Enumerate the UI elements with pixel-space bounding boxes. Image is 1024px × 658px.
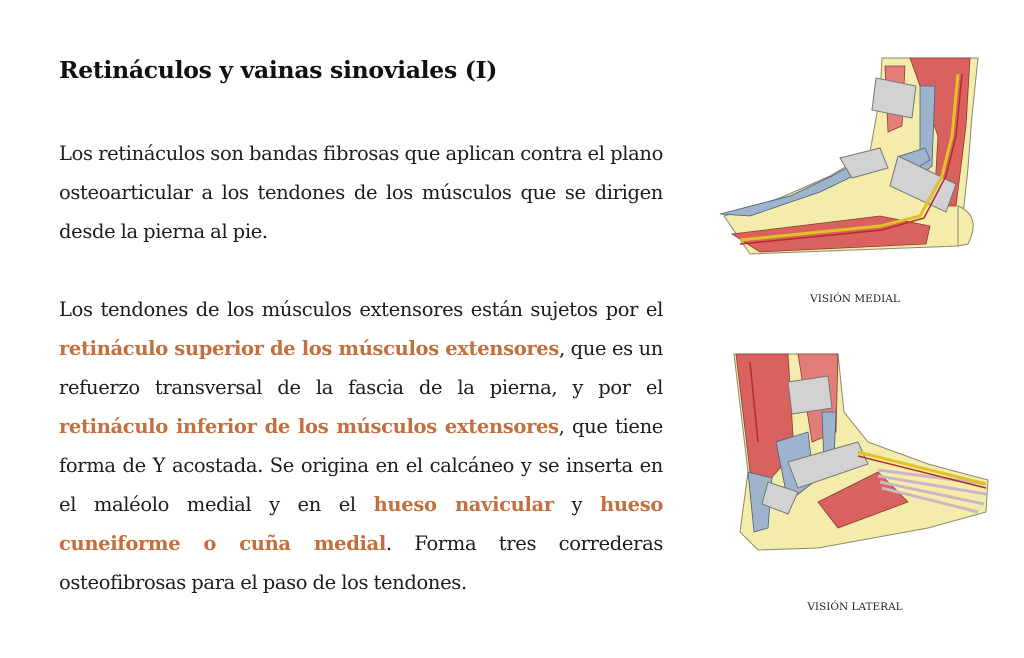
link-superior-extensor-retinaculum[interactable]: retináculo superior de los músculos extensores — [59, 337, 559, 360]
paragraph-text: . Forma tres correderas osteofibrosas para el paso de los tendones. — [59, 532, 663, 594]
medial-view-caption: VISIÓN MEDIAL — [810, 293, 900, 305]
lateral-view-caption: VISIÓN LATERAL — [807, 601, 903, 613]
link-medial-cuneiform[interactable]: hueso cuneiforme o cuña medial — [59, 493, 663, 555]
paragraph-text: , que es un refuerzo transversal de la fascia de la pierna, y por el — [59, 337, 663, 399]
link-inferior-extensor-retinaculum[interactable]: retináculo inferior de los músculos extensores — [59, 415, 559, 438]
lateral-view-illustration — [728, 352, 990, 552]
link-navicular-bone[interactable]: hueso navicular — [373, 493, 554, 516]
paragraph-text: y — [553, 493, 600, 516]
paragraph-text: , que tiene forma de Y acostada. Se origina en el calcáneo y se inserta en el maléolo medial y en el — [59, 415, 663, 516]
intro-paragraph: Los retináculos son bandas fibrosas que aplican contra el plano osteoarticular a los tendones de los músculos que se dirigen desde la pierna al pie. — [59, 142, 663, 243]
paragraph-text: Los tendones de los músculos extensores están sujetos por el — [59, 298, 663, 321]
medial-view-illustration — [720, 56, 990, 256]
extensor-paragraph — [59, 290, 663, 602]
page-title: Retináculos y vainas sinoviales (I) — [59, 56, 498, 84]
